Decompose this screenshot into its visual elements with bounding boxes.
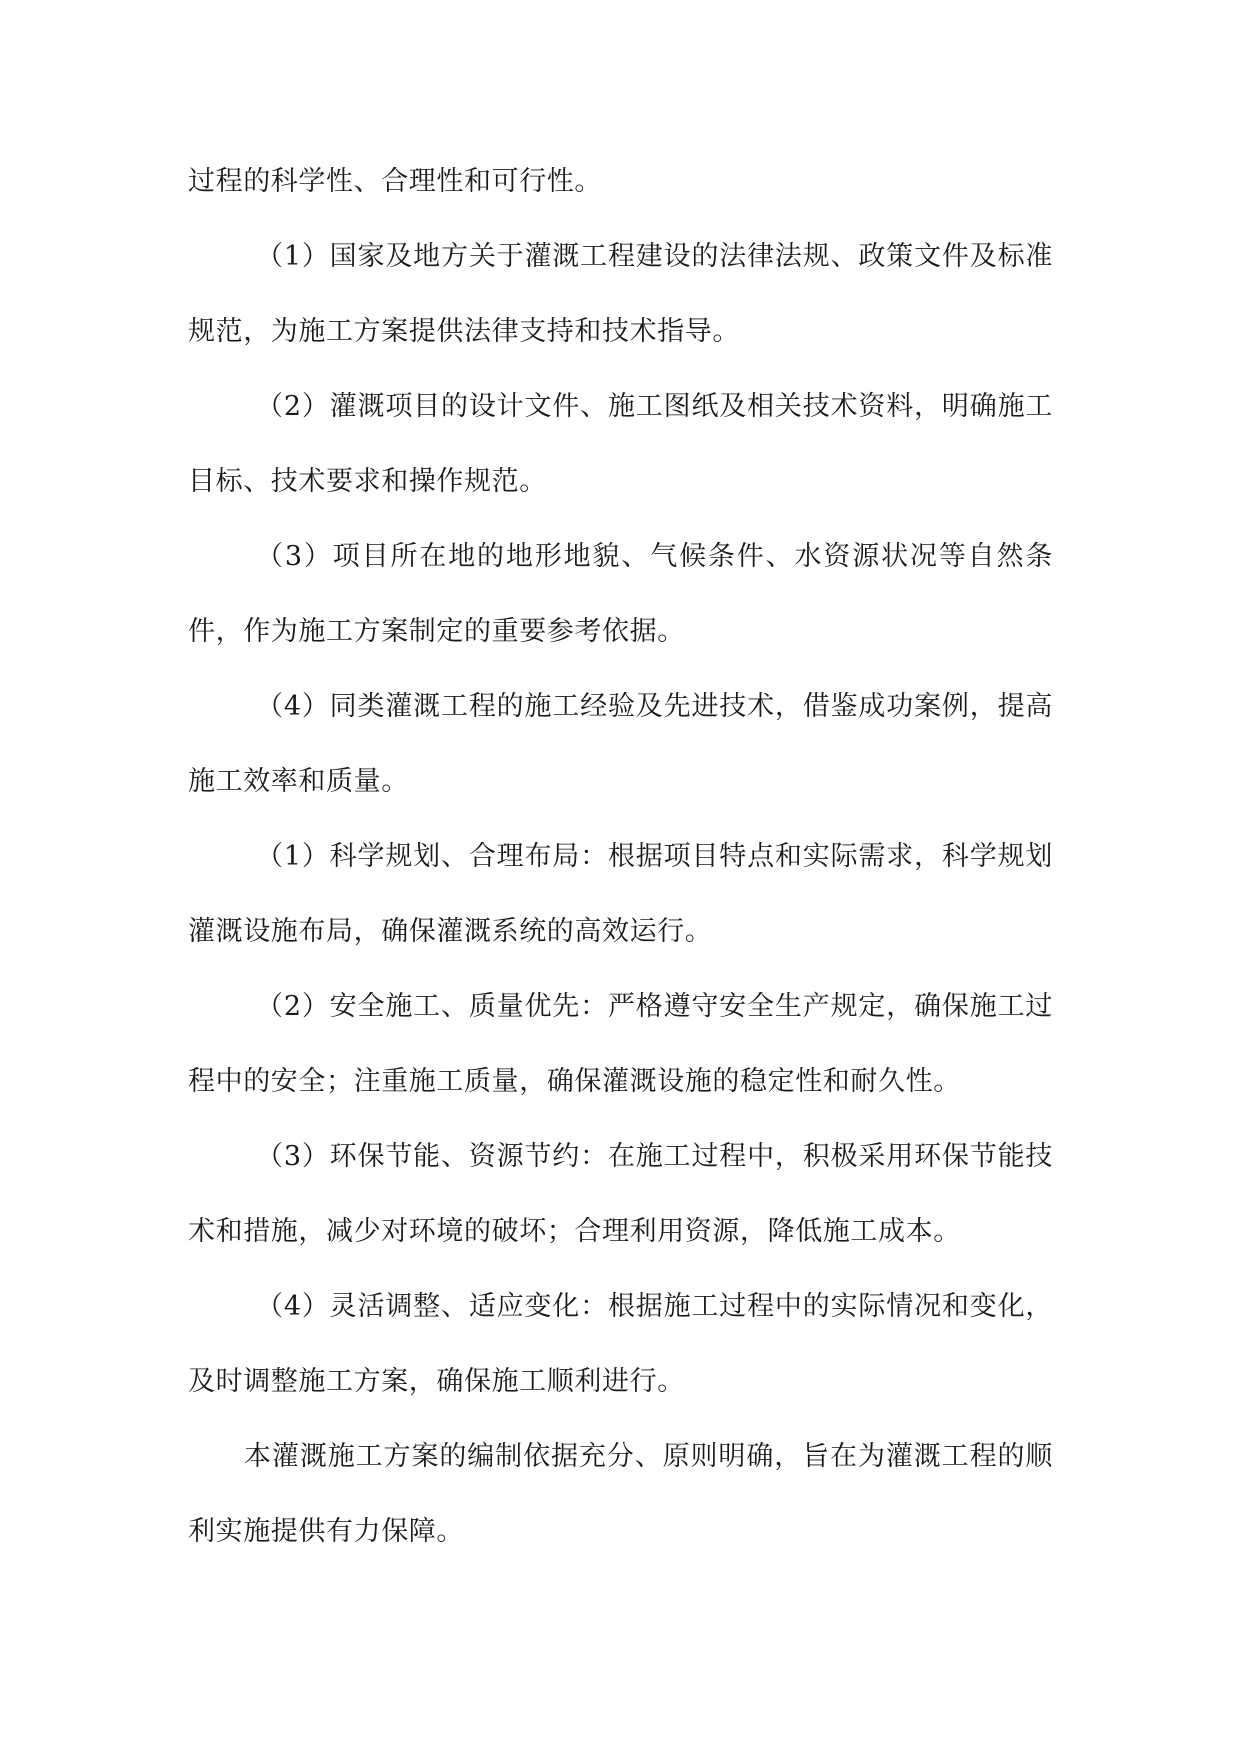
document-body <box>188 144 1053 1569</box>
paragraph-continuation: 过程的科学性、合理性和可行性。 <box>188 166 602 197</box>
paragraph-basis-1: （1）国家及地方关于灌溉工程建设的法律法规、政策文件及标准规范，为施工方案提供法律支持和技术指导。 <box>188 241 1053 347</box>
paragraph-principle-1: （1）科学规划、合理布局：根据项目特点和实际需求，科学规划灌溉设施布局，确保灌溉系统的高效运行。 <box>188 841 1053 947</box>
paragraph-conclusion: 本灌溉施工方案的编制依据充分、原则明确，旨在为灌溉工程的顺利实施提供有力保障。 <box>188 1441 1053 1547</box>
paragraph-principle-4: （4）灵活调整、适应变化：根据施工过程中的实际情况和变化，及时调整施工方案，确保施工顺利进行。 <box>188 1291 1053 1397</box>
paragraph-basis-2: （2）灌溉项目的设计文件、施工图纸及相关技术资料，明确施工目标、技术要求和操作规范。 <box>188 391 1053 497</box>
paragraph-basis-3: （3）项目所在地的地形地貌、气候条件、水资源状况等自然条件，作为施工方案制定的重要参考依据。 <box>188 541 1053 647</box>
paragraph-principle-2: （2）安全施工、质量优先：严格遵守安全生产规定，确保施工过程中的安全；注重施工质量，确保灌溉设施的稳定性和耐久性。 <box>188 991 1053 1097</box>
paragraph-basis-4: （4）同类灌溉工程的施工经验及先进技术，借鉴成功案例，提高施工效率和质量。 <box>188 691 1053 797</box>
paragraph-principle-3: （3）环保节能、资源节约：在施工过程中，积极采用环保节能技术和措施，减少对环境的破坏；合理利用资源，降低施工成本。 <box>188 1141 1053 1247</box>
